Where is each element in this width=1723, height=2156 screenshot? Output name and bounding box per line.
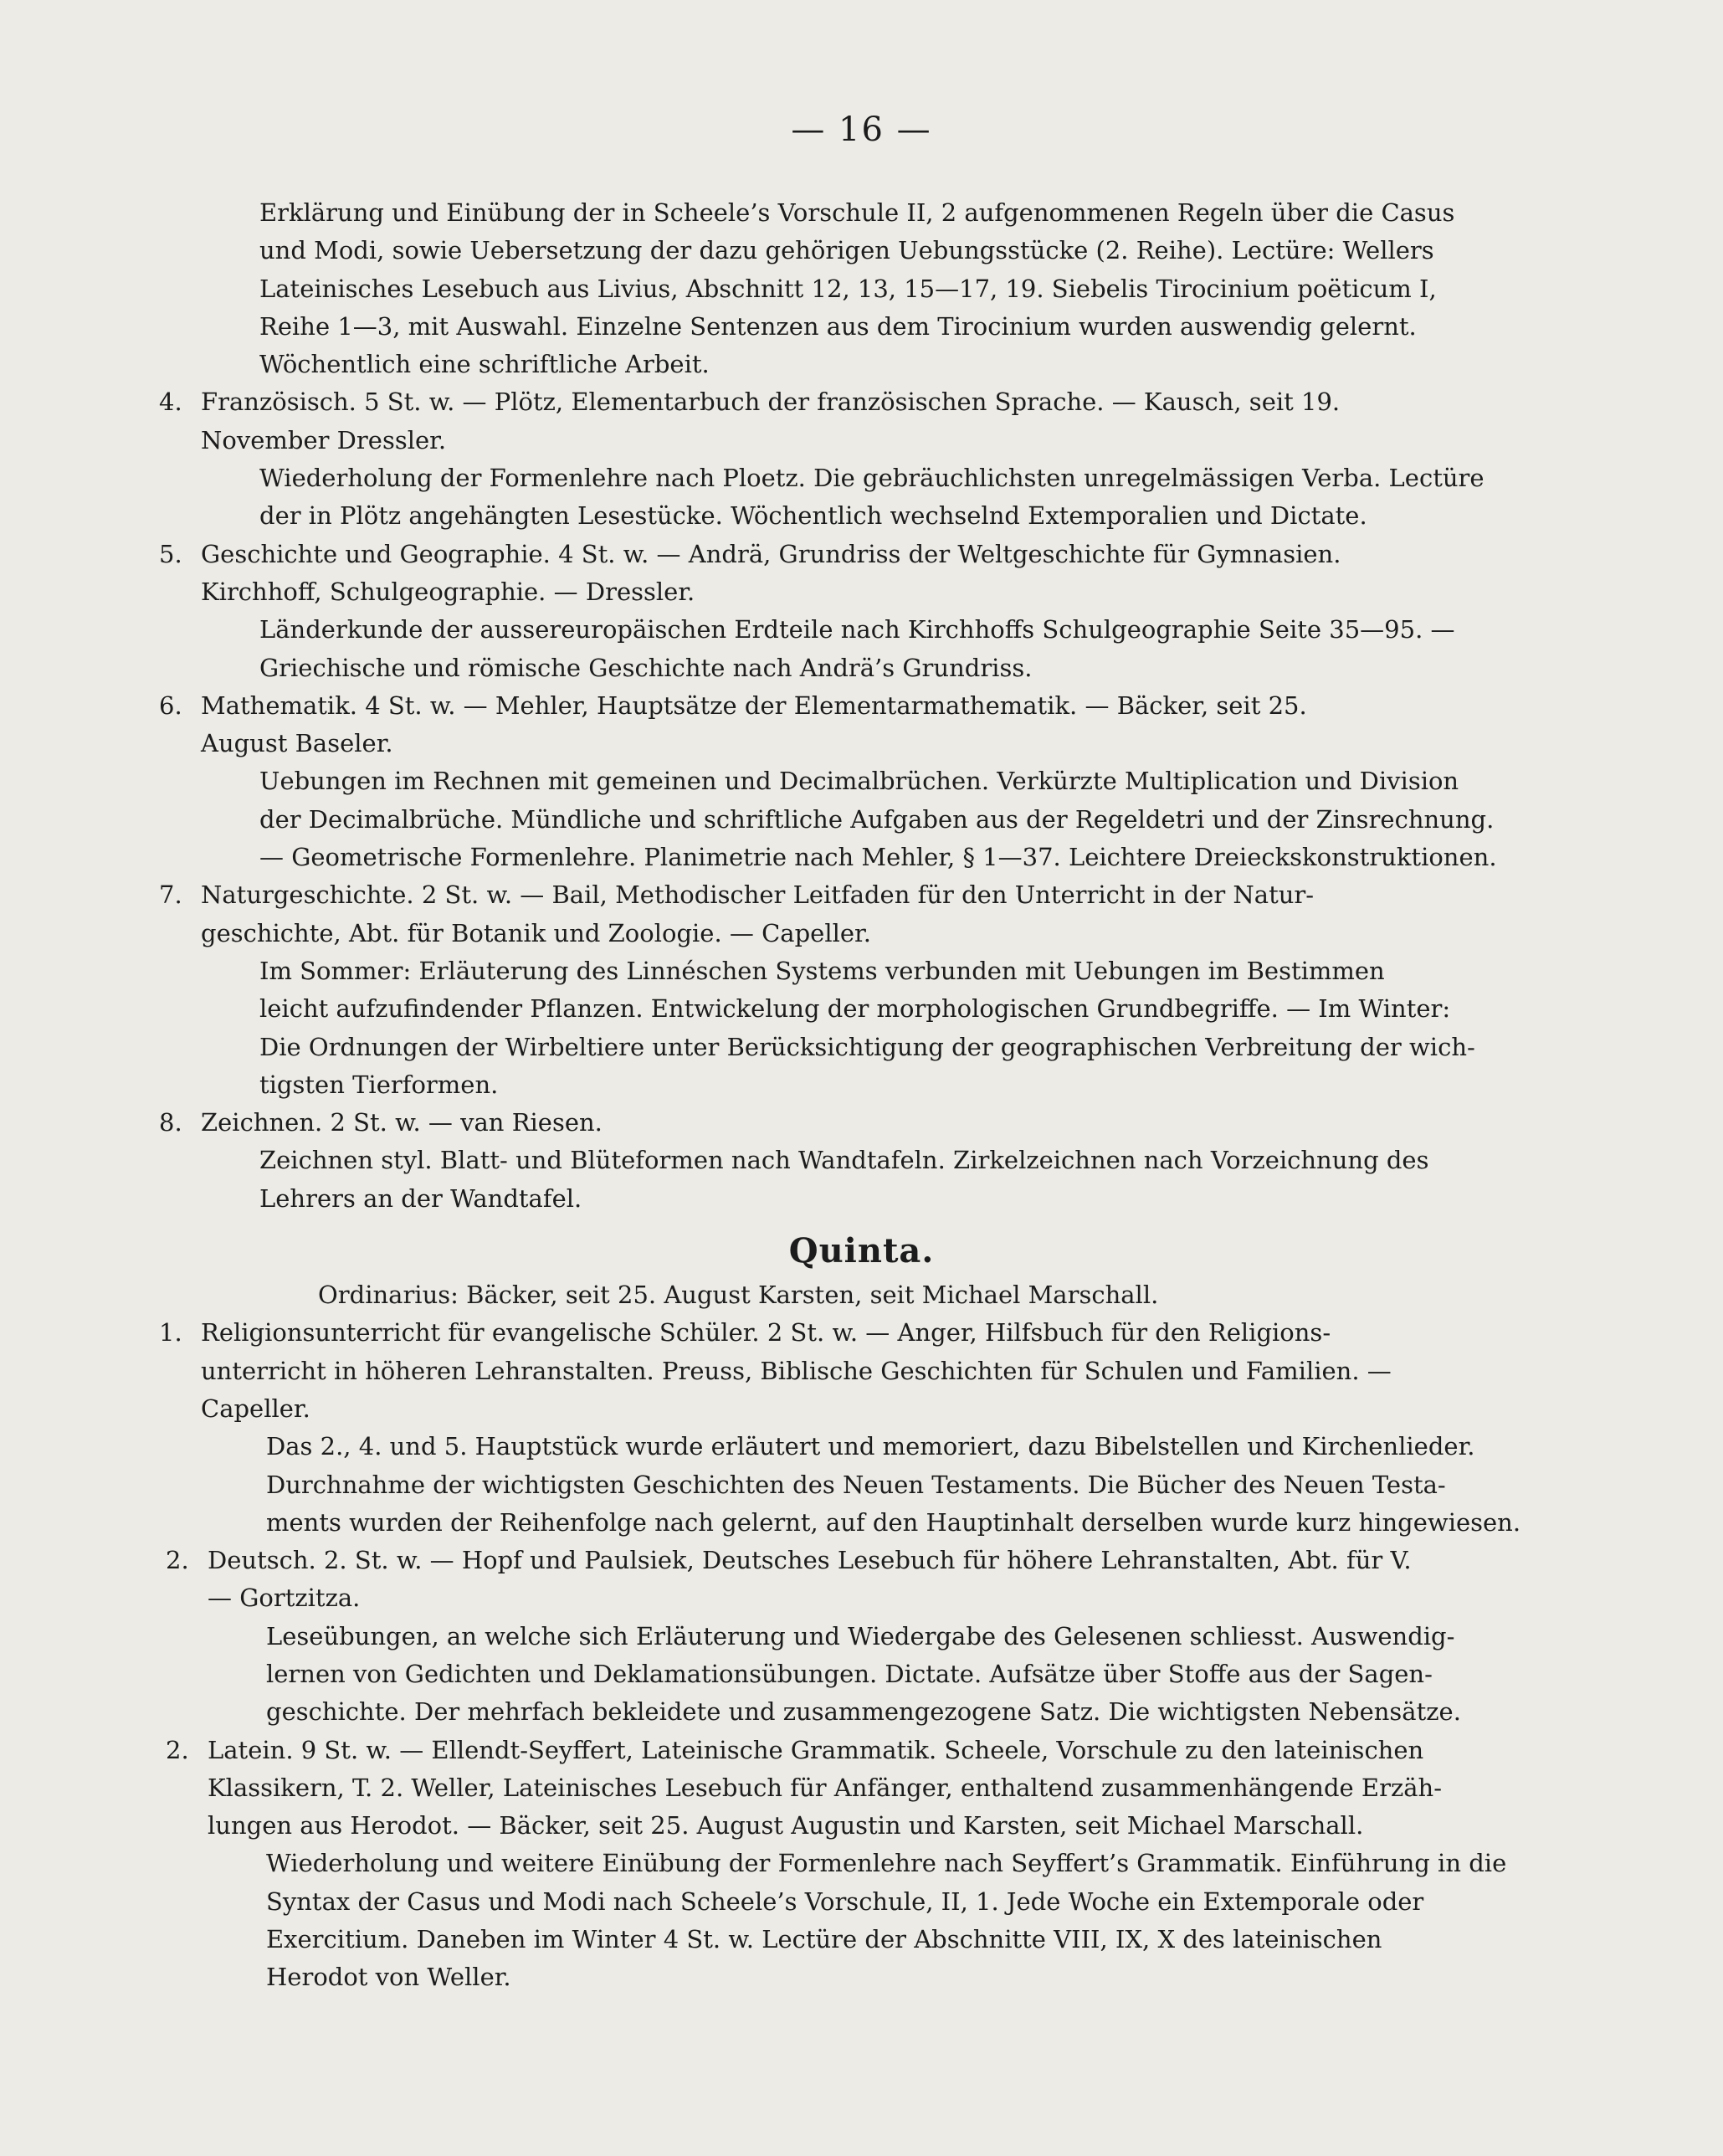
line-text: Reihe 1—3, mit Auswahl. Einzelne Sentenzen aus dem Tirocinium wurden auswendig gelernt. bbox=[259, 311, 1417, 341]
text-line bbox=[0, 270, 1723, 308]
item-number: 2. bbox=[166, 1546, 189, 1575]
line-text: Wiederholung der Formenlehre nach Ploetz. Die gebräuchlichsten unregelmässigen Verba. Lectüre bbox=[259, 464, 1485, 493]
text-line bbox=[0, 383, 1723, 421]
page-number: — 16 — bbox=[791, 110, 932, 149]
text-line bbox=[0, 1807, 1723, 1845]
text-line bbox=[0, 536, 1723, 573]
text-line bbox=[0, 1656, 1723, 1693]
line-text: ments wurden der Reihenfolge nach gelernt, auf den Hauptinhalt derselben wurde kurz hingewiesen. bbox=[266, 1507, 1521, 1537]
line-text: Latein. 9 St. w. — Ellendt-Seyffert, Lateinische Grammatik. Scheele, Vorschule zu den lateinischen bbox=[208, 1735, 1424, 1764]
text-line bbox=[0, 1353, 1723, 1390]
text-line bbox=[0, 1066, 1723, 1104]
text-line bbox=[0, 725, 1723, 762]
section-heading: Quinta. bbox=[788, 1231, 935, 1271]
text-line bbox=[0, 1029, 1723, 1066]
text-line bbox=[0, 1142, 1723, 1179]
text-line bbox=[0, 1542, 1723, 1579]
text-line bbox=[0, 1180, 1723, 1218]
text-line bbox=[0, 1104, 1723, 1142]
text-line bbox=[0, 649, 1723, 687]
line-text: Im Sommer: Erläuterung des Linnéschen Systems verbunden mit Uebungen im Bestimmen bbox=[259, 956, 1385, 985]
line-text: und Modi, sowie Uebersetzung der dazu gehörigen Uebungsstücke (2. Reihe). Lectüre: Wellers bbox=[259, 236, 1434, 265]
text-line bbox=[0, 1579, 1723, 1617]
page-body bbox=[0, 194, 1723, 1997]
line-text: Uebungen im Rechnen mit gemeinen und Decimalbrüchen. Verkürzte Multiplication und Division bbox=[259, 767, 1459, 796]
item-number: 1. bbox=[159, 1318, 182, 1348]
text-line bbox=[0, 346, 1723, 383]
line-text: Deutsch. 2. St. w. — Hopf und Paulsiek, Deutsches Lesebuch für höhere Lehranstalten, Abt. für V. bbox=[208, 1546, 1412, 1575]
line-text: Klassikern, T. 2. Weller, Lateinisches Lesebuch für Anfänger, enthaltend zusammenhängende Erzäh- bbox=[208, 1773, 1443, 1802]
line-text: Zeichnen styl. Blatt- und Blüteformen nach Wandtafeln. Zirkelzeichnen nach Vorzeichnung des bbox=[259, 1146, 1429, 1175]
line-text: der Decimalbrüche. Mündliche und schriftliche Aufgaben aus der Regeldetri und der Zinsrechnung. bbox=[259, 804, 1495, 834]
line-text: Länderkunde der aussereuropäischen Erdteile nach Kirchhoffs Schulgeographie Seite 35—95. — bbox=[259, 615, 1455, 644]
line-text: lernen von Gedichten und Deklamationsübungen. Dictate. Aufsätze über Stoffe aus der Sagen- bbox=[266, 1659, 1433, 1688]
item-number: 5. bbox=[159, 539, 182, 568]
line-text: Lehrers an der Wandtafel. bbox=[259, 1183, 582, 1213]
line-text: Kirchhoff, Schulgeographie. — Dressler. bbox=[201, 577, 695, 606]
text-line bbox=[0, 232, 1723, 270]
text-line bbox=[0, 308, 1723, 346]
line-text: — Gortzitza. bbox=[208, 1584, 361, 1613]
text-line bbox=[0, 194, 1723, 232]
line-text: Leseübungen, an welche sich Erläuterung und Wiedergabe des Gelesenen schliesst. Auswendig- bbox=[266, 1621, 1455, 1650]
line-text: tigsten Tierformen. bbox=[259, 1070, 499, 1099]
line-text: Geschichte und Geographie. 4 St. w. — Andrä, Grundriss der Weltgeschichte für Gymnasien. bbox=[201, 539, 1341, 568]
text-line bbox=[0, 1428, 1723, 1466]
line-text: geschichte, Abt. für Botanik und Zoologie. — Capeller. bbox=[201, 918, 871, 947]
text-line bbox=[0, 1693, 1723, 1731]
text-line bbox=[0, 1958, 1723, 1996]
line-text: unterricht in höheren Lehranstalten. Preuss, Biblische Geschichten für Schulen und Familien. — bbox=[201, 1356, 1392, 1385]
line-text: Zeichnen. 2 St. w. — van Riesen. bbox=[201, 1108, 603, 1137]
text-line bbox=[0, 762, 1723, 800]
line-text: Lateinisches Lesebuch aus Livius, Abschnitt 12, 13, 15—17, 19. Siebelis Tirocinium poëticum I, bbox=[259, 274, 1437, 303]
text-line bbox=[0, 915, 1723, 952]
item-number: 7. bbox=[159, 880, 182, 910]
text-line bbox=[0, 1769, 1723, 1807]
text-line bbox=[0, 611, 1723, 649]
text-line bbox=[0, 952, 1723, 990]
line-text: Syntax der Casus und Modi nach Scheele’s Vorschule, II, 1. Jede Woche ein Extemporale oder bbox=[266, 1887, 1424, 1916]
line-text: Herodot von Weller. bbox=[266, 1963, 511, 1992]
line-text: Exercitium. Daneben im Winter 4 St. w. Lectüre der Abschnitte VIII, IX, X des lateinischen bbox=[266, 1925, 1382, 1954]
text-line bbox=[0, 1921, 1723, 1958]
text-line bbox=[0, 1314, 1723, 1352]
line-text: Naturgeschichte. 2 St. w. — Bail, Methodischer Leitfaden für den Unterricht in der Natur- bbox=[201, 880, 1315, 910]
item-number: 4. bbox=[159, 388, 182, 417]
line-text: leicht aufzufindender Pflanzen. Entwickelung der morphologischen Grundbegriffe. — Im Winter: bbox=[259, 994, 1451, 1024]
text-line bbox=[0, 459, 1723, 497]
line-text: Wöchentlich eine schriftliche Arbeit. bbox=[259, 350, 710, 379]
line-text: Religionsunterricht für evangelische Schüler. 2 St. w. — Anger, Hilfsbuch für den Religions- bbox=[201, 1318, 1331, 1348]
line-text: Wiederholung und weitere Einübung der Formenlehre nach Seyffert’s Grammatik. Einführung in die bbox=[266, 1849, 1507, 1878]
text-line bbox=[0, 1504, 1723, 1542]
line-text: der in Plötz angehängten Lesestücke. Wöchentlich wechselnd Extemporalien und Dictate. bbox=[259, 501, 1367, 531]
text-line bbox=[0, 422, 1723, 459]
line-text: Griechische und römische Geschichte nach Andrä’s Grundriss. bbox=[259, 653, 1033, 682]
text-line bbox=[0, 1883, 1723, 1921]
text-line bbox=[0, 876, 1723, 914]
line-text: Die Ordnungen der Wirbeltiere unter Berücksichtigung der geographischen Verbreitung der wich- bbox=[259, 1032, 1475, 1061]
item-number: 6. bbox=[159, 690, 182, 720]
section-quinta bbox=[0, 1314, 1723, 1996]
line-text: lungen aus Herodot. — Bäcker, seit 25. August Augustin und Karsten, seit Michael Marschall. bbox=[208, 1811, 1364, 1840]
text-line bbox=[0, 839, 1723, 876]
line-text: August Baseler. bbox=[201, 729, 393, 758]
line-text: Mathematik. 4 St. w. — Mehler, Hauptsätze der Elementarmathematik. — Bäcker, seit 25. bbox=[201, 690, 1307, 720]
item-number: 2. bbox=[166, 1735, 189, 1764]
text-line bbox=[0, 1845, 1723, 1882]
line-text: Französisch. 5 St. w. — Plötz, Elementarbuch der französischen Sprache. — Kausch, seit 19. bbox=[201, 388, 1341, 417]
line-text: Das 2., 4. und 5. Hauptstück wurde erläutert und memoriert, dazu Bibelstellen und Kirchenlieder. bbox=[266, 1432, 1475, 1461]
text-line bbox=[0, 1390, 1723, 1428]
ordinarius-line bbox=[0, 1276, 1723, 1314]
line-text: Capeller. bbox=[201, 1394, 310, 1423]
text-line bbox=[0, 801, 1723, 839]
line-text: geschichte. Der mehrfach bekleidete und zusammengezogene Satz. Die wichtigsten Nebensätze. bbox=[266, 1697, 1461, 1727]
text-line bbox=[0, 497, 1723, 535]
section-quarta-continuation bbox=[0, 194, 1723, 1218]
line-text: Durchnahme der wichtigsten Geschichten des Neuen Testaments. Die Bücher des Neuen Testa- bbox=[266, 1470, 1446, 1499]
text-line bbox=[0, 573, 1723, 611]
text-line bbox=[0, 687, 1723, 725]
item-number: 8. bbox=[159, 1108, 182, 1137]
text-line bbox=[0, 1466, 1723, 1504]
line-text: November Dressler. bbox=[201, 425, 447, 454]
text-line bbox=[0, 1732, 1723, 1769]
ordinarius-text: Ordinarius: Bäcker, seit 25. August Karsten, seit Michael Marschall. bbox=[318, 1281, 1159, 1310]
line-text: — Geometrische Formenlehre. Planimetrie nach Mehler, § 1—37. Leichtere Dreieckskonstruktionen. bbox=[259, 843, 1497, 872]
text-line bbox=[0, 990, 1723, 1028]
line-text: Erklärung und Einübung der in Scheele’s Vorschule II, 2 aufgenommenen Regeln über die Casus bbox=[259, 198, 1455, 227]
text-line bbox=[0, 1618, 1723, 1656]
